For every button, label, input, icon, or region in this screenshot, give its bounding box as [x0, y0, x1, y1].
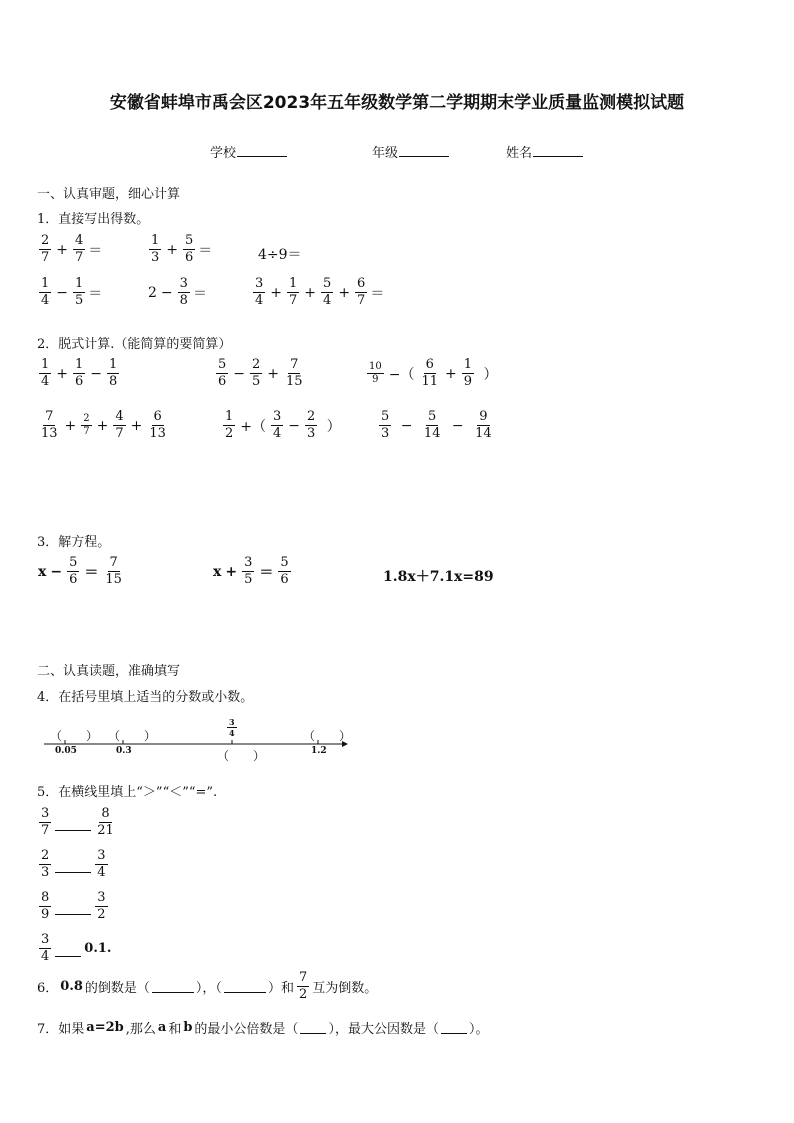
fraction: $\frac{9}{14}$ — [475, 409, 492, 442]
q4-label: 4．在括号里填上适当的分数或小数。 — [37, 690, 254, 705]
fraction: $\frac{1}{8}$ — [109, 357, 118, 390]
page-title: 安徽省蚌埠市禹会区2023年五年级数学第二学期期末学业质量监测模拟试题 — [109, 93, 685, 113]
answer-blank[interactable] — [55, 955, 81, 957]
name-blank[interactable] — [533, 143, 583, 157]
fraction: $\frac{8}{9}$ — [41, 890, 50, 923]
grade-blank[interactable] — [399, 143, 449, 157]
fraction: $\frac{3}{2}$ — [97, 890, 106, 923]
fraction: $\frac{4}{7}$ — [115, 409, 124, 442]
q1-expr-a: $\frac{2}{7}$ + $\frac{4}{7}$ ＝ — [41, 233, 103, 266]
fraction: $\frac{3}{5}$ — [244, 555, 253, 588]
grade-field[interactable] — [372, 142, 449, 161]
blank-paren-3[interactable]: （ ） — [303, 729, 352, 743]
answer-blank[interactable] — [441, 1021, 467, 1034]
fraction: $\frac{3}{7}$ — [41, 806, 50, 839]
fraction: $\frac{6}{13}$ — [149, 409, 166, 442]
tick-label-0.3: 0.3 — [116, 746, 132, 756]
q5-compare-row — [38, 890, 109, 924]
fraction: $\frac{5}{6}$ — [69, 555, 78, 588]
number-line — [38, 716, 350, 761]
fraction: $\frac{7}{13}$ — [41, 409, 58, 442]
fraction: $\frac{2}{3}$ — [307, 409, 316, 442]
grade-label: 年级 — [372, 146, 399, 161]
name-field[interactable] — [506, 142, 583, 161]
tick-fraction-3-4: $\frac{3}{4}$ — [229, 717, 235, 738]
q1-expr-c: $\frac{1}{4}$ − $\frac{1}{5}$ ＝ — [41, 276, 103, 309]
fraction: $\frac{3}{8}$ — [179, 276, 188, 309]
q2-expr-c: $\frac{10}{9}$ −（ $\frac{6}{11}$ + $\frac{1}{9}$ ） — [369, 357, 498, 390]
q1-expr-f: $\frac{3}{4}$ + $\frac{1}{7}$ + $\frac{5}{4}$ + $\frac{6}{7}$ ＝ — [255, 276, 385, 309]
q3-equation-c: 1.8x＋7.1x=89 — [383, 569, 494, 585]
school-label: 学校 — [210, 146, 237, 161]
q5-compare-row — [38, 806, 117, 840]
fraction: $\frac{3}{4}$ — [97, 848, 106, 881]
answer-blank[interactable] — [55, 829, 91, 831]
q1-expr-b: $\frac{1}{3}$ + $\frac{5}{6}$ ＝ — [151, 233, 213, 266]
answer-blank[interactable] — [152, 980, 194, 993]
fraction: $\frac{4}{7}$ — [75, 233, 84, 266]
fraction: $\frac{2}{7}$ — [41, 233, 50, 266]
fraction: $\frac{1}{5}$ — [75, 276, 84, 309]
q2-expr-d: $\frac{7}{13}$ + $\frac{2}{7}$ + $\frac{4}{7}$ + $\frac{6}{13}$ — [41, 409, 166, 442]
fraction: $\frac{2}{7}$ — [83, 412, 90, 438]
q1-expr-e: 4÷9＝ — [258, 247, 302, 263]
fraction: $\frac{5}{6}$ — [280, 555, 289, 588]
fraction: $\frac{6}{7}$ — [357, 276, 366, 309]
q5-compare-row: $\frac{3}{4}$ 0.1. — [41, 932, 112, 965]
fraction: $\frac{3}{4}$ — [273, 409, 282, 442]
fraction: $\frac{5}{14}$ — [423, 409, 441, 442]
fraction: $\frac{3}{4}$ — [41, 932, 50, 965]
fraction: $\frac{7}{15}$ — [286, 357, 303, 390]
q2-expr-g: $\frac{5}{3}$ − $\frac{5}{14}$ − $\frac{9}{14}$ — [381, 409, 492, 442]
q2-expr-e: $\frac{1}{2}$ +（ $\frac{3}{4}$ − $\frac{2}{3}$ ） — [225, 409, 341, 442]
section-2-heading: 二、认真读题，准确填写 — [37, 664, 181, 679]
q6-text: 6． 0.8 的倒数是（ ），（ ）和 $\frac{7}{2}$ 互为倒数。 — [37, 970, 378, 1003]
answer-blank[interactable] — [55, 913, 91, 915]
q2-label: 2．脱式计算.（能简算的要简算） — [37, 337, 232, 352]
q2-expr-b: $\frac{5}{6}$ − $\frac{2}{5}$ + $\frac{7}{15}$ — [218, 357, 303, 390]
q1-expr-d: 2 − $\frac{3}{8}$ ＝ — [148, 276, 207, 309]
answer-blank[interactable] — [300, 1021, 326, 1034]
q2-expr-a: $\frac{1}{4}$ + $\frac{1}{6}$ − $\frac{1}{8}$ — [41, 357, 118, 390]
fraction: $\frac{1}{6}$ — [75, 357, 84, 390]
fraction: $\frac{1}{9}$ — [463, 357, 473, 390]
fraction: $\frac{2}{3}$ — [41, 848, 50, 881]
name-label: 姓名 — [506, 146, 533, 161]
fraction: $\frac{5}{6}$ — [185, 233, 194, 266]
school-blank[interactable] — [237, 143, 287, 157]
fraction: $\frac{2}{5}$ — [252, 357, 261, 390]
q5-compare-row — [38, 848, 109, 882]
q5-label: 5．在横线里填上“＞”“＜”“=”. — [37, 785, 218, 800]
answer-blank[interactable] — [55, 871, 91, 873]
fraction: $\frac{5}{4}$ — [323, 276, 332, 309]
blank-paren-1[interactable]: （ ） — [50, 729, 99, 743]
fraction: $\frac{5}{6}$ — [218, 357, 227, 390]
q3-equation-a: x − $\frac{5}{6}$ ＝ $\frac{7}{15}$ — [38, 555, 122, 588]
q3-equation-b: x + $\frac{3}{5}$ ＝ $\frac{5}{6}$ — [213, 555, 289, 588]
q3-label: 3．解方程。 — [37, 535, 111, 550]
school-field[interactable] — [210, 142, 287, 161]
q7-text: 7．如果 a=2b ,那么 a 和 b 的最小公倍数是（ ），最大公因数是（ ）。 — [37, 1020, 489, 1037]
fraction: $\frac{1}{2}$ — [225, 409, 234, 442]
fraction: $\frac{8}{21}$ — [97, 806, 114, 839]
fraction: $\frac{3}{4}$ — [255, 276, 264, 309]
section-1-heading: 一、认真审题，细心计算 — [37, 187, 181, 202]
answer-blank[interactable] — [224, 980, 266, 993]
blank-paren-4[interactable]: （ ） — [217, 749, 266, 763]
fraction: $\frac{7}{15}$ — [105, 555, 122, 588]
fraction: $\frac{7}{2}$ — [298, 970, 308, 1003]
fraction: $\frac{1}{4}$ — [41, 276, 50, 309]
q1-label: 1．直接写出得数。 — [37, 212, 150, 227]
fraction: $\frac{1}{7}$ — [289, 276, 298, 309]
fraction: $\frac{5}{3}$ — [381, 409, 390, 442]
fraction: $\frac{6}{11}$ — [421, 357, 439, 390]
blank-paren-2[interactable]: （ ） — [108, 729, 157, 743]
fraction: $\frac{10}{9}$ — [369, 360, 382, 386]
fraction: $\frac{1}{4}$ — [41, 357, 50, 390]
fraction: $\frac{1}{3}$ — [151, 233, 160, 266]
tick-label-0.05: 0.05 — [55, 746, 77, 756]
tick-label-1.2: 1.2 — [311, 746, 327, 756]
